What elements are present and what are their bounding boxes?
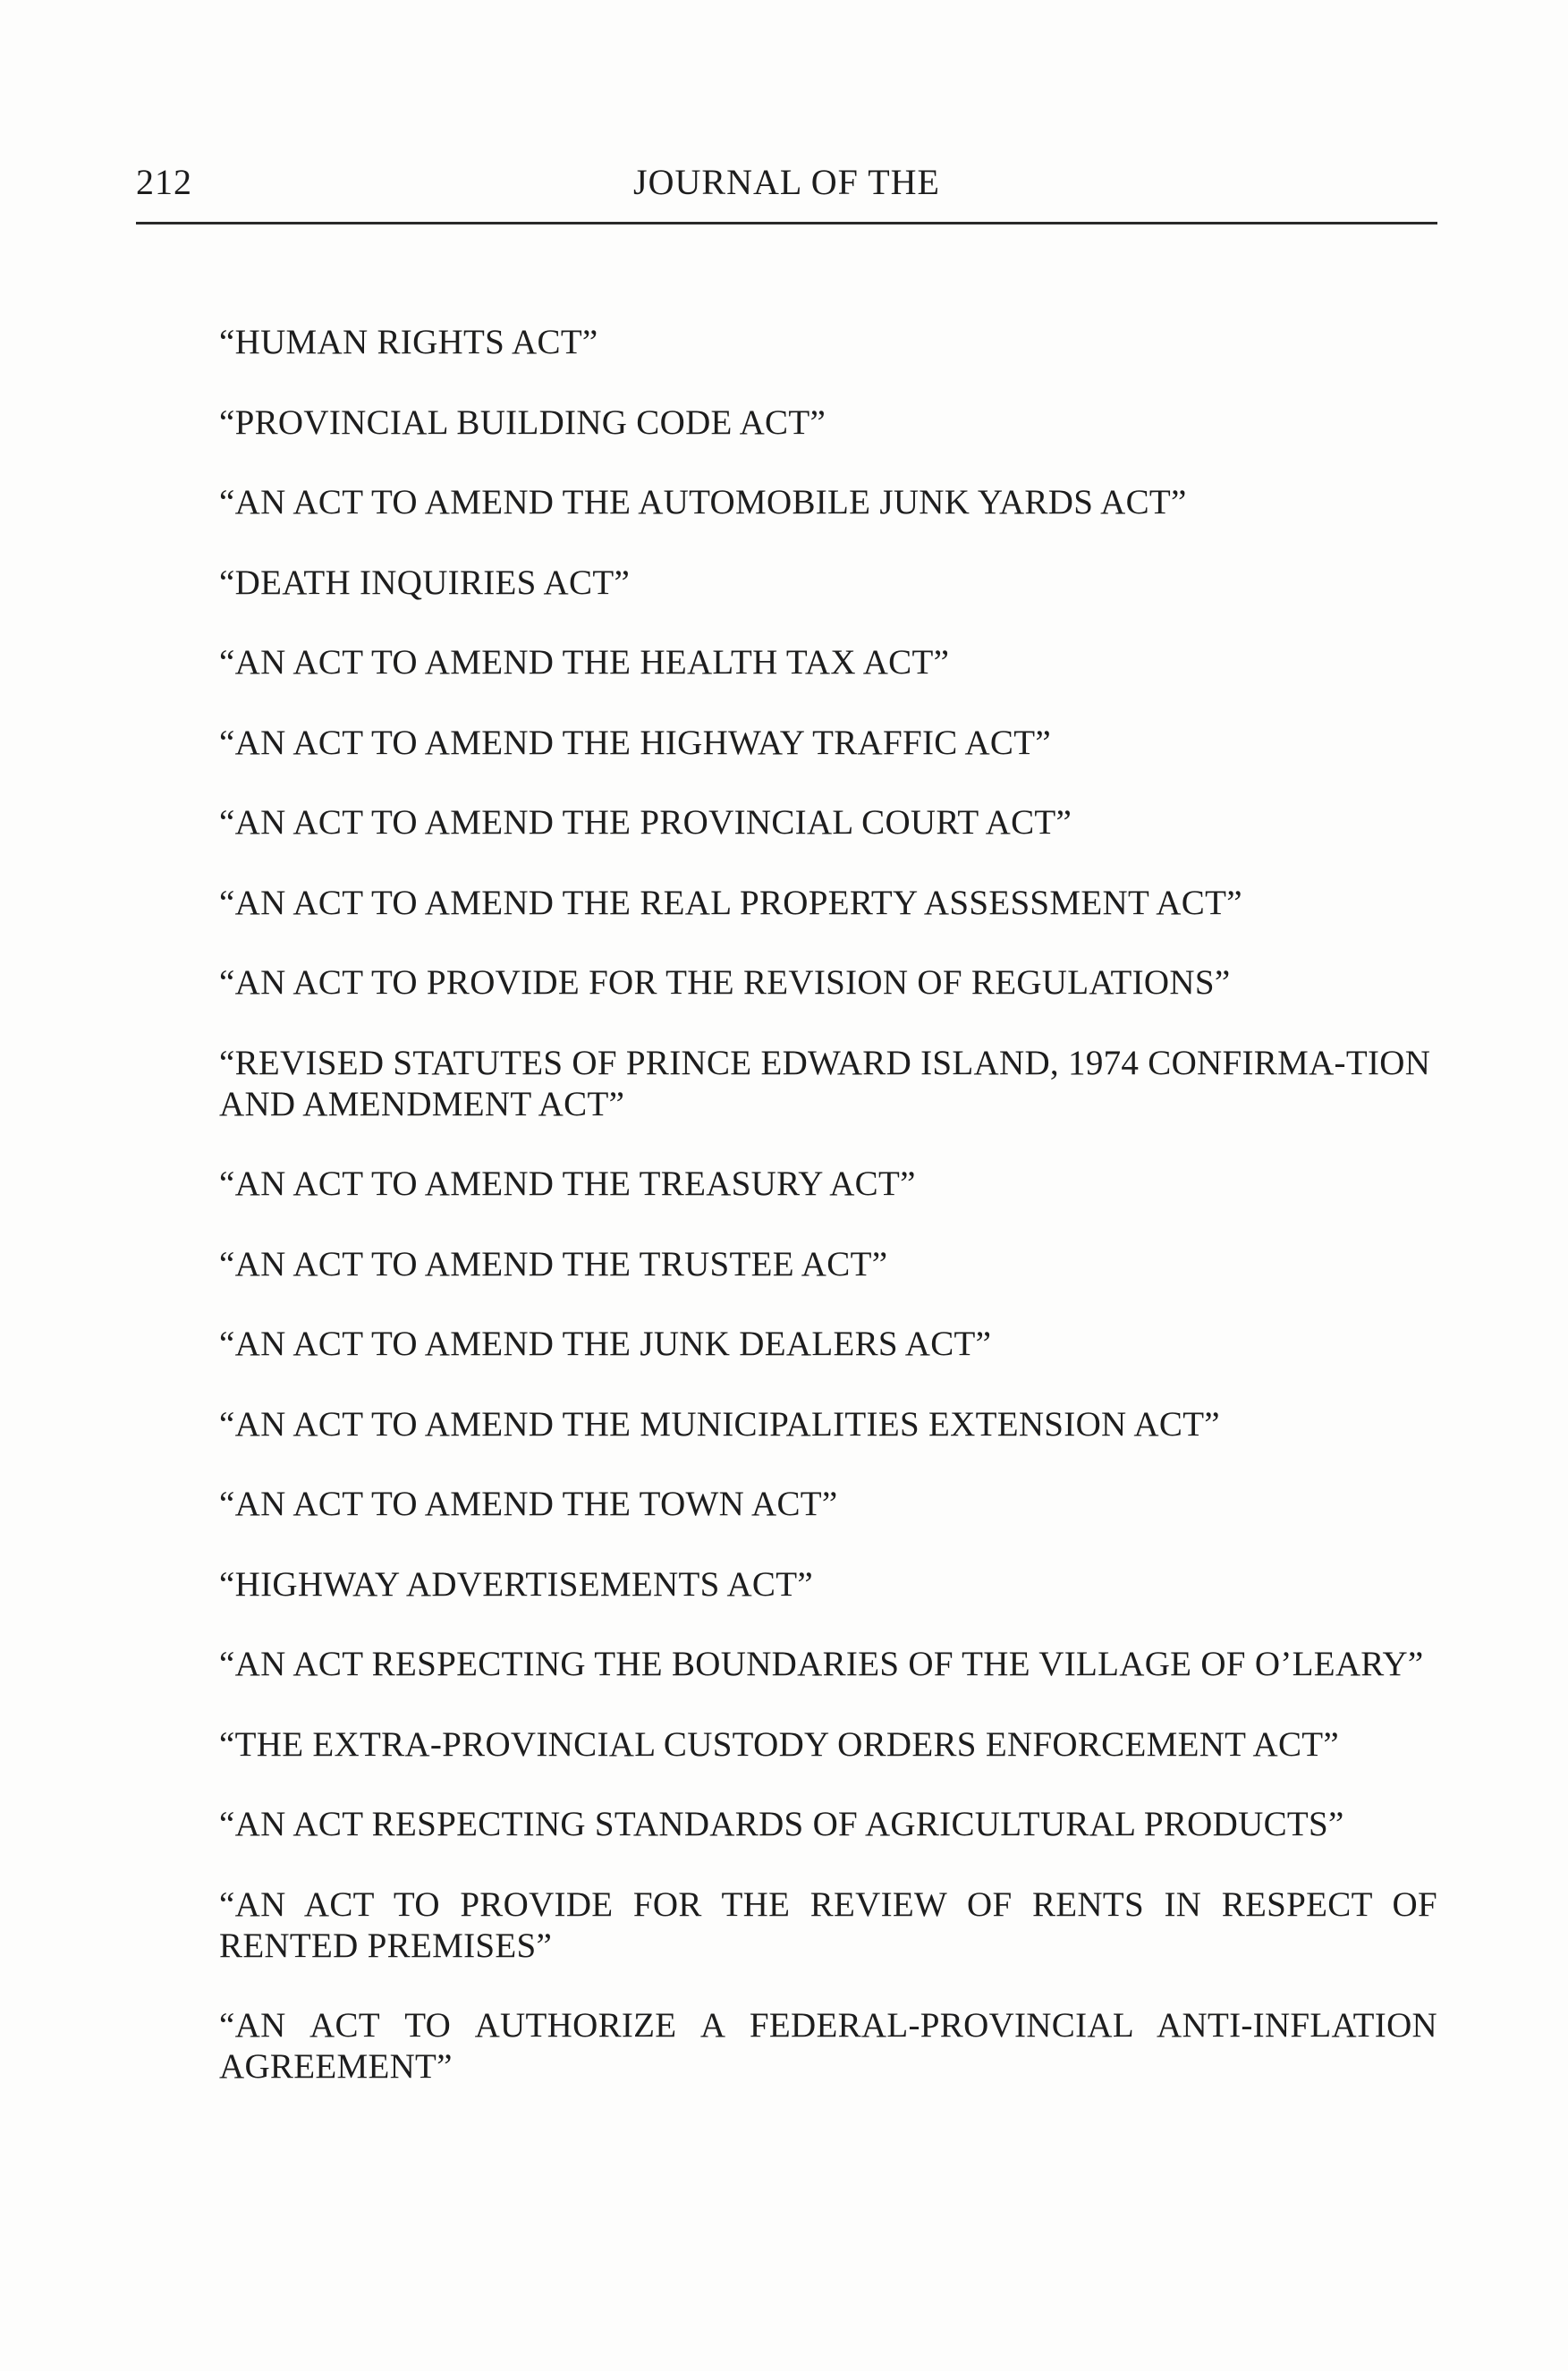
bill-title: “AN ACT RESPECTING THE BOUNDARIES OF THE VILLAGE OF O’LEARY” bbox=[219, 1645, 1424, 1683]
bill-title: “AN ACT RESPECTING STANDARDS OF AGRICULTURAL PRODUCTS” bbox=[219, 1805, 1344, 1843]
bill-title: “AN ACT TO PROVIDE FOR THE REVIEW OF RENTS IN RESPECT OF RENTED PREMISES” bbox=[219, 1884, 1437, 1965]
bill-title: “HUMAN RIGHTS ACT” bbox=[219, 323, 598, 361]
bill-title: “AN ACT TO AMEND THE TREASURY ACT” bbox=[219, 1164, 916, 1203]
bill-title: “AN ACT TO AMEND THE HEALTH TAX ACT” bbox=[219, 643, 950, 682]
bill-title: “AN ACT TO AMEND THE PROVINCIAL COURT ACT” bbox=[219, 803, 1072, 842]
bill-title: “AN ACT TO AMEND THE AUTOMOBILE JUNK YARDS ACT” bbox=[219, 483, 1187, 521]
page-number: 212 bbox=[136, 162, 192, 202]
header-rule bbox=[136, 222, 1437, 224]
bill-title: “AN ACT TO AMEND THE JUNK DEALERS ACT” bbox=[219, 1325, 992, 1363]
bill-title: “AN ACT TO AMEND THE REAL PROPERTY ASSESSMENT ACT” bbox=[219, 883, 1242, 922]
bill-title: “AN ACT TO PROVIDE FOR THE REVISION OF REGULATIONS” bbox=[219, 963, 1231, 1002]
bill-title: “PROVINCIAL BUILDING CODE ACT” bbox=[219, 402, 826, 442]
page-header bbox=[136, 161, 1437, 215]
running-head: JOURNAL OF THE bbox=[633, 162, 940, 202]
bill-title: “AN ACT TO AMEND THE TRUSTEE ACT” bbox=[219, 1244, 888, 1283]
bill-title: “DEATH INQUIRIES ACT” bbox=[219, 563, 631, 602]
bill-title: “AN ACT TO AUTHORIZE A FEDERAL-PROVINCIAL ANTI-INFLATION AGREEMENT” bbox=[219, 2006, 1437, 2086]
bill-title: “THE EXTRA-PROVINCIAL CUSTODY ORDERS ENFORCEMENT ACT” bbox=[219, 1724, 1339, 1764]
bill-title-list bbox=[219, 322, 1437, 2127]
bill-title: “AN ACT TO AMEND THE HIGHWAY TRAFFIC ACT” bbox=[219, 723, 1051, 762]
bill-title: “REVISED STATUTES OF PRINCE EDWARD ISLAND, 1974 CONFIRMA-TION AND AMENDMENT ACT” bbox=[219, 1043, 1431, 1123]
bill-title: “AN ACT TO AMEND THE TOWN ACT” bbox=[219, 1485, 838, 1523]
bill-title: “AN ACT TO AMEND THE MUNICIPALITIES EXTENSION ACT” bbox=[219, 1404, 1220, 1444]
bill-title: “HIGHWAY ADVERTISEMENTS ACT” bbox=[219, 1564, 813, 1604]
